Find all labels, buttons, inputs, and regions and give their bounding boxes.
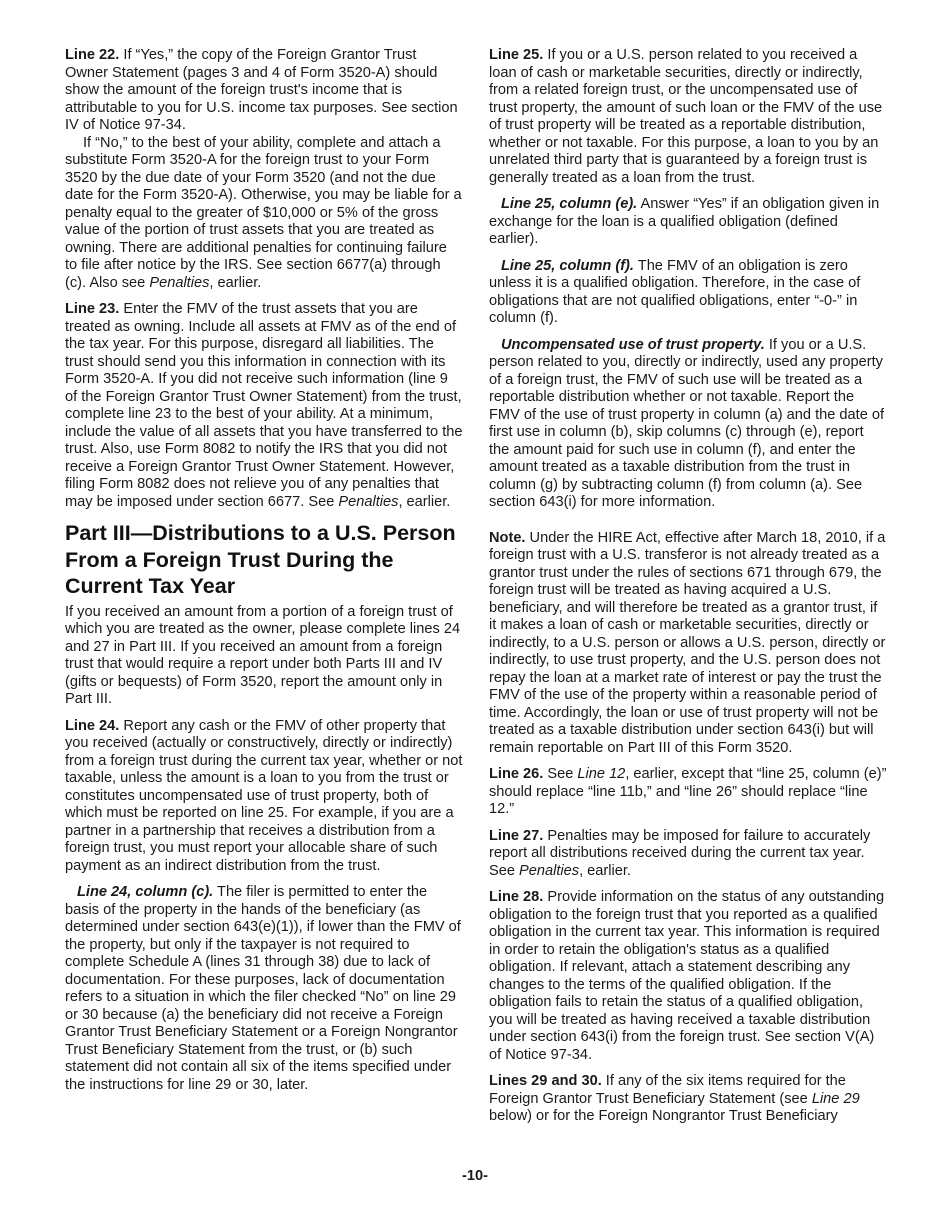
text-line-22-no-b: , earlier. <box>209 274 262 291</box>
text-lines-29-30-b: below) or for the Foreign Nongrantor Trust Beneficiary <box>489 1108 838 1124</box>
left-column <box>65 47 463 1103</box>
lead-note: Note. <box>489 529 526 546</box>
lead-line-24-col-c: Line 24, column (c). <box>77 884 214 900</box>
italic-penalties-3: Penalties <box>519 862 580 879</box>
text-line-24-col-c: The filer is permitted to enter the basis of the property in the hands of the beneficiary (as determined under section 643(e)(1)), if lower than the FMV of the property, but only if the taxpayer is not required to complete Schedule A (lines 31 through 38) due to lack of documentation. For these purposes, lack of documentation refers to a situation in which the filer checked “No” on line 29 or 30 because (a) the beneficiary did not receive a Foreign Grantor Trust Beneficiary Statement or a Foreign Nongrantor Trust Beneficiary Statement from the trust, or (b) such statement did not contain all six of the items specified under the instructions for line 29 or 30, later. <box>65 884 461 1093</box>
text-line-22: If “Yes,” the copy of the Foreign Grantor Trust Owner Statement (pages 3 and 4 of Form 3520-A) should show the amount of the foreign trust's income that is attributable to you for U.S. income tax purposes. See section IV of Notice 97-34. <box>65 47 458 133</box>
lead-line-24: Line 24. <box>65 717 120 734</box>
lead-line-23: Line 23. <box>65 301 120 317</box>
paragraph-uncompensated-use <box>489 337 887 512</box>
text-line-27-a: Penalties may be imposed for failure to accurately report all distributions received during the current tax year. See <box>489 827 871 879</box>
lead-line-28: Line 28. <box>489 889 544 905</box>
italic-line-12: Line 12 <box>577 766 626 782</box>
part-iii-heading: Part III—Distributions to a U.S. Person From a Foreign Trust During the Current Tax Year <box>65 521 456 598</box>
text-line-25: If you or a U.S. person related to you received a loan of cash or marketable securities, directly or indirectly, from a related foreign trust, or the uncompensated use of trust property, the amount of such loan or the FMV of the use of trust property will be treated as a reportable distribution, whether or not taxable. For this purpose, a loan to you by an unrelated third party that is guaranteed by a foreign trust is generally treated as a loan from the trust. <box>489 47 883 186</box>
text-part-iii-intro: If you received an amount from a portion of a foreign trust of which you are treated as the owner, please complete lines 24 and 27 in Part III. If you received an amount from a foreign trust that would require a report under both Parts III and IV (gifts or bequests) of Form 3520, report the amount only in Part III. <box>65 603 461 707</box>
text-line-26-b: , earlier, except that “line 25, column (e)” should replace “line 11b,” and “line 26” should replace “line 12.” <box>489 766 887 817</box>
text-uncompensated-use: If you or a U.S. person related to you, directly or indirectly, used any property of a foreign trust, the FMV of such use will be treated as a reportable distribution whether or not taxable. Report the FMV of the use of trust property in column (a) and the date of first use in column (b), skip columns (c) through (e), report the amount paid for such use in column (f), and enter the amount treated as a taxable distribution from the trust in column (g) by subtracting column (f) from column (a). See section 643(i) for more information. <box>489 336 885 510</box>
right-column <box>489 47 887 1135</box>
paragraph-line-26 <box>489 766 887 819</box>
paragraph-line-23 <box>65 301 463 511</box>
paragraph-line-25-col-f <box>489 258 887 328</box>
paragraph-line-22-no <box>65 135 463 293</box>
italic-penalties-1: Penalties <box>149 274 210 291</box>
text-line-23-a: Enter the FMV of the trust assets that you are treated as owning. Include all assets at FMV as of the end of the tax year. For this purpose, disregard all liabilities. The trust should send you this information in connection with its Form 3520-A. If you did not receive such information (line 9 of the Foreign Grantor Trust Owner Statement) from the trust, complete line 23 to the best of your ability. At a minimum, include the value of all assets that you have transferred to the trust. Also, use Form 8082 to notify the IRS that you did not receive a Foreign Grantor Trust Owner Statement. However, filing Form 8082 does not relieve you of any penalties that may be imposed under section 6677. See <box>65 301 463 510</box>
text-note: Under the HIRE Act, effective after March 18, 2010, if a foreign trust with a U.S. transferor is not already treated as a grantor trust under the rules of sections 671 through 679, the foreign trust will be treated as having acquired a U.S. beneficiary, and will therefore be treated as a grantor trust, if it makes a loan of cash or marketable securities, directly or indirectly, to a U.S. person or allows a U.S. person, directly or indirectly, to use trust property, and the U.S. person does not repay the loan at a market rate of interest or pay the trust the FMV of the use of the property within a reasonable period of time. Accordingly, the loan or use of trust property will not be treated as a taxable distribution under section 643(i) but will remain reportable on Part III of this Form 3520. <box>489 529 886 756</box>
paragraph-lines-29-30 <box>489 1073 887 1126</box>
text-line-27-b: , earlier. <box>579 862 631 879</box>
text-line-22-no-a: If “No,” to the best of your ability, complete and attach a substitute Form 3520-A for the foreign trust to your Form 3520 by the due date of your Form 3520 (and not the due date for the Form 3520-A). Otherwise, you may be liable for a penalty equal to the greater of $10,000 or 5% of the gross value of the portion of trust assets that you are treated as owning. There are additional penalties for continuing failure to file after notice by the IRS. See section 6677(a) through (c). Also see <box>65 134 462 291</box>
lead-line-25-col-e: Line 25, column (e). <box>501 196 638 212</box>
text-line-25-col-f: The FMV of an obligation is zero unless it is a qualified obligation. Therefore, in the case of obligations that are not qualified obligations, enter “-0-” in column (f). <box>489 257 861 326</box>
lead-line-27: Line 27. <box>489 827 544 844</box>
paragraph-line-22 <box>65 47 463 135</box>
page-number: -10- <box>462 1168 488 1184</box>
text-line-26-a: See <box>543 766 578 782</box>
lead-line-26: Line 26. <box>489 766 544 782</box>
lead-uncompensated-use: Uncompensated use of trust property. <box>501 336 765 353</box>
text-line-23-b: , earlier. <box>398 493 451 510</box>
paragraph-note <box>489 530 887 758</box>
paragraph-line-25 <box>489 47 887 187</box>
text-line-24: Report any cash or the FMV of other property that you received (actually or constructively, directly or indirectly) from a foreign trust during the current tax year, whether or not taxable, unless the amount is a loan to you from the trust or constitutes uncompensated use of trust property, both of which must be reported on line 25. For example, if you are a partner in a partnership that receives a distribution from a foreign trust, you must report your allocable share of such payment as an indirect distribution from the trust. <box>65 717 463 874</box>
paragraph-line-24-col-c <box>65 884 463 1094</box>
paragraph-line-24 <box>65 718 463 876</box>
paragraph-line-27 <box>489 828 887 881</box>
paragraph-line-28 <box>489 889 887 1064</box>
paragraph-line-25-col-e <box>489 196 887 249</box>
text-line-28: Provide information on the status of any outstanding obligation to the foreign trust that you reported as a qualified obligation in the current tax year. This information is required in order to retain the obligation's status as a qualified obligation. If relevant, attach a statement describing any changes to the terms of the qualified obligation. If the obligation fails to retain the status of a qualified obligation, you will be treated as having received a taxable distribution under section 643(i) from the foreign trust. See section V(A) of Notice 97-34. <box>489 889 885 1063</box>
lead-line-22: Line 22. <box>65 47 120 63</box>
lead-lines-29-30: Lines 29 and 30. <box>489 1073 602 1089</box>
lead-line-25: Line 25. <box>489 47 544 63</box>
text-lines-29-30-a: If any of the six items required for the Foreign Grantor Trust Beneficiary Statement (see <box>489 1073 846 1107</box>
paragraph-part-iii-intro <box>65 604 463 709</box>
italic-line-29: Line 29 <box>811 1090 860 1107</box>
lead-line-25-col-f: Line 25, column (f). <box>501 257 634 274</box>
text-line-25-col-e: Answer “Yes” if an obligation given in exchange for the loan is a qualified obligation (defined earlier). <box>489 196 880 247</box>
italic-penalties-2: Penalties <box>338 493 399 510</box>
